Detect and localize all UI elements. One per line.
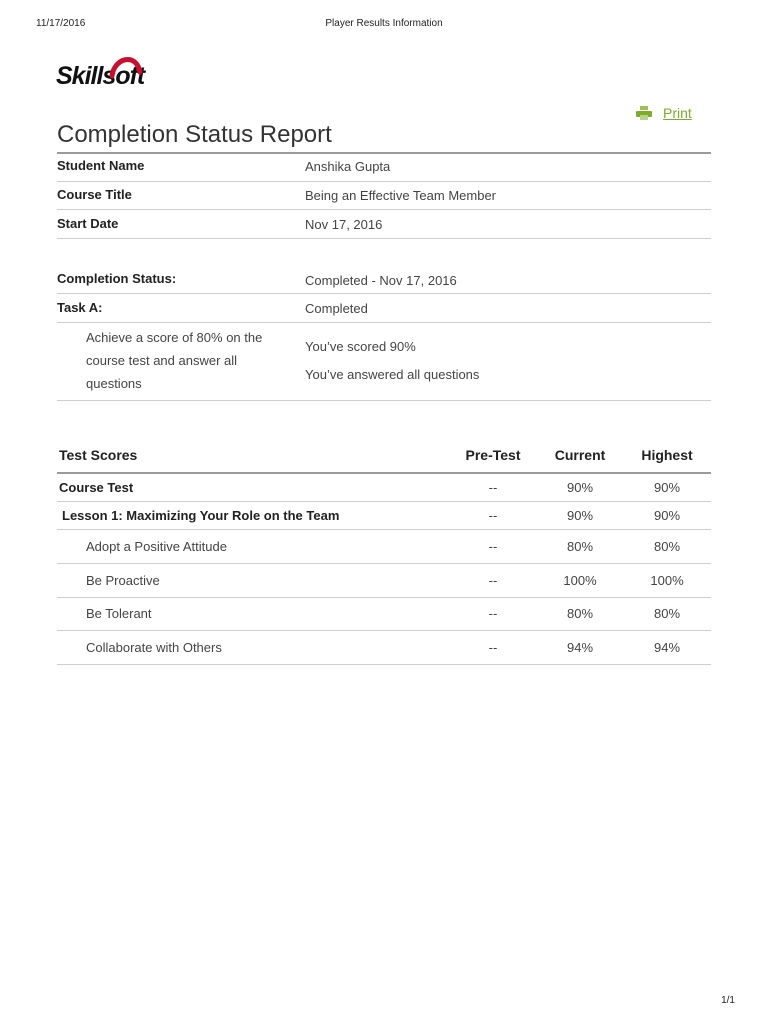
row-highest: 90% <box>623 501 711 529</box>
row-name: Be Tolerant <box>57 597 449 630</box>
row-highest: 80% <box>623 529 711 563</box>
row-highest: 80% <box>623 597 711 630</box>
page-title: Completion Status Report <box>57 121 332 148</box>
student-name-label: Student Name <box>57 158 145 173</box>
answers-result: You’ve answered all questions <box>305 367 480 382</box>
test-scores-table <box>57 438 711 665</box>
row-current: 90% <box>537 473 623 501</box>
page-number: 1/1 <box>721 995 735 1006</box>
row-pre-test: -- <box>449 473 537 501</box>
print-date: 11/17/2016 <box>36 18 86 29</box>
task-row <box>57 294 711 323</box>
row-name: Course Test <box>57 473 449 501</box>
row-name: Collaborate with Others <box>57 630 449 664</box>
course-title-label: Course Title <box>57 187 132 202</box>
table-row <box>57 501 711 529</box>
info-row-student <box>57 154 711 182</box>
row-highest: 100% <box>623 563 711 597</box>
print-header-title: Player Results Information <box>325 18 443 29</box>
logo-arc-icon <box>106 50 146 80</box>
info-row-start <box>57 210 711 239</box>
row-current: 94% <box>537 630 623 664</box>
requirement-row <box>57 323 711 401</box>
task-value: Completed <box>305 301 368 316</box>
row-current: 80% <box>537 597 623 630</box>
completion-status-row <box>57 266 711 294</box>
row-highest: 90% <box>623 473 711 501</box>
table-row <box>57 473 711 501</box>
row-pre-test: -- <box>449 563 537 597</box>
start-date-label: Start Date <box>57 216 119 231</box>
column-header-highest: Highest <box>623 438 711 473</box>
column-header-pre-test: Pre-Test <box>449 438 537 473</box>
skillsoft-logo <box>56 50 166 92</box>
table-row <box>57 630 711 664</box>
printer-icon <box>636 106 652 120</box>
requirement-text: Achieve a score of 80% on the course test and answer all questions <box>86 330 263 391</box>
score-result: You’ve scored 90% <box>305 339 416 354</box>
row-name: Lesson 1: Maximizing Your Role on the Team <box>57 501 449 529</box>
table-header-row <box>57 438 711 473</box>
student-name-value: Anshika Gupta <box>305 159 391 174</box>
table-row <box>57 597 711 630</box>
row-current: 100% <box>537 563 623 597</box>
student-info <box>57 152 711 239</box>
task-label: Task A: <box>57 300 103 315</box>
row-pre-test: -- <box>449 501 537 529</box>
print-label: Print <box>663 105 692 121</box>
start-date-value: Nov 17, 2016 <box>305 217 383 232</box>
print-button[interactable] <box>636 105 692 121</box>
row-highest: 94% <box>623 630 711 664</box>
test-scores <box>57 438 711 665</box>
column-header-current: Current <box>537 438 623 473</box>
row-current: 80% <box>537 529 623 563</box>
row-name: Adopt a Positive Attitude <box>57 529 449 563</box>
row-current: 90% <box>537 501 623 529</box>
table-row <box>57 563 711 597</box>
logo-text: Skillsoft <box>56 62 145 90</box>
completion-status <box>57 266 711 401</box>
row-name: Be Proactive <box>57 563 449 597</box>
column-header-test-scores: Test Scores <box>57 438 449 473</box>
info-row-course <box>57 182 711 210</box>
course-title-value: Being an Effective Team Member <box>305 188 497 203</box>
completion-status-value: Completed - Nov 17, 2016 <box>305 273 457 288</box>
row-pre-test: -- <box>449 597 537 630</box>
row-pre-test: -- <box>449 529 537 563</box>
row-pre-test: -- <box>449 630 537 664</box>
completion-status-label: Completion Status: <box>57 271 177 286</box>
table-row <box>57 529 711 563</box>
